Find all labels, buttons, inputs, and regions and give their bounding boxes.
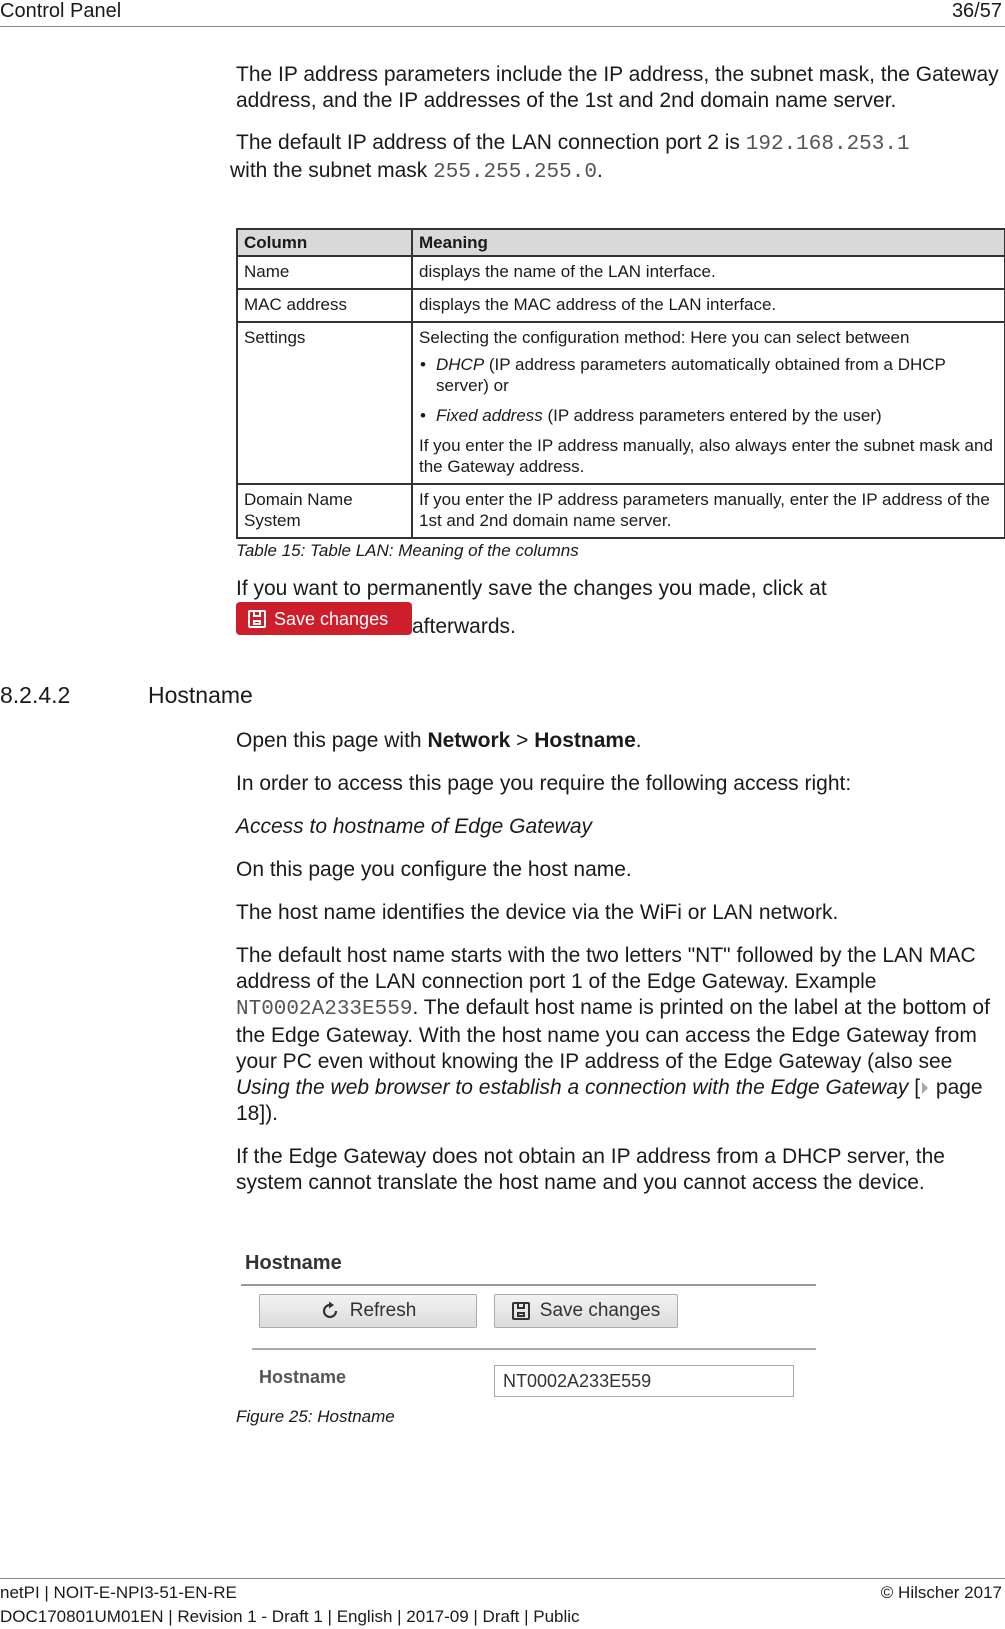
table-row	[237, 484, 1005, 538]
default-mask: 255.255.255.0	[433, 161, 597, 184]
table-cell-column: MAC address	[237, 289, 412, 322]
access-right: Access to hostname of Edge Gateway	[236, 815, 593, 838]
lan-columns-table	[236, 228, 1005, 539]
hostname-figure	[240, 1250, 820, 1400]
table-cell-column: Settings	[237, 322, 412, 484]
table-header-row	[237, 229, 1005, 256]
floppy-disk-icon	[512, 1302, 530, 1320]
example-hostname: NT0002A233E559	[236, 998, 413, 1021]
list-item: • DHCP (IP address parameters automatically obtained from a DHCP server) or	[436, 354, 998, 396]
table-cell-meaning: displays the name of the LAN interface.	[412, 256, 1005, 289]
save-changes-button[interactable]: Save changes	[494, 1294, 678, 1328]
default-ip-paragraph: The default IP address of the LAN connection port 2 is 192.168.253.1 with the subnet mask 255.255.255.0.	[230, 131, 910, 184]
table-header-column: Column	[237, 229, 412, 256]
figure-title: Hostname	[245, 1252, 342, 1274]
table-row	[237, 289, 1005, 322]
header-page-number: 36/57	[951, 0, 1002, 22]
intro-paragraph: The IP address parameters include the IP address, the subnet mask, the Gateway address, and the IP addresses of the 1st and 2nd domain name server.	[236, 63, 999, 112]
footer-copyright: © Hilscher 2017	[880, 1583, 1002, 1602]
refresh-icon	[320, 1301, 340, 1321]
page-header	[0, 0, 1005, 27]
divider	[241, 1284, 816, 1286]
table-header-meaning: Meaning	[412, 229, 1005, 256]
menu-hostname: Hostname	[534, 729, 636, 752]
intro-block	[230, 62, 1005, 186]
section-title: Hostname	[148, 682, 253, 708]
table-cell-column: Domain Name System	[237, 484, 412, 538]
hostname-field-label: Hostname	[259, 1367, 347, 1387]
footer-doc-id: netPI | NOIT-E-NPI3-51-EN-RE	[0, 1583, 237, 1602]
list-item: • Fixed address (IP address parameters entered by the user)	[436, 405, 998, 426]
table-row	[237, 256, 1005, 289]
refresh-button[interactable]: Refresh	[259, 1294, 477, 1328]
hostname-input[interactable]	[494, 1365, 794, 1397]
default-hostname-paragraph: The default host name starts with the two letters "NT" followed by the LAN MAC address of the LAN connection port 1 of the Edge Gateway. Example NT0002A233E559. The default host name is printed on the label at the bottom of the Edge Gateway. With the host name you can access the Edge Gateway from your PC even without knowing the IP address of the Edge Gateway (also see Using the web browser to establish a connection with the Edge Gateway [ page 18]).	[236, 944, 990, 1125]
table-cell-meaning: Selecting the configuration method: Here you can select between • DHCP (IP address parameters automatically obtained from a DHCP server) or • Fixed address (IP address parameters entered by the user) If you enter the IP address manually, also always enter the subnet mask and the Gateway address.	[412, 322, 1005, 484]
save-paragraph: If you want to permanently save the changes you made, click at Save changes afterwards.	[236, 577, 827, 638]
dhcp-paragraph: If the Edge Gateway does not obtain an IP address from a DHCP server, the system cannot translate the host name and you cannot access the device.	[236, 1145, 945, 1194]
section-heading	[0, 682, 400, 712]
configure-paragraph: On this page you configure the host name.	[236, 858, 632, 881]
access-paragraph: In order to access this page you require the following access right:	[236, 772, 852, 795]
table-row	[237, 322, 1005, 484]
table-cell-meaning: If you enter the IP address parameters manually, enter the IP address of the 1st and 2nd domain name server.	[412, 484, 1005, 538]
default-ip: 192.168.253.1	[745, 133, 910, 156]
lan-table-wrapper	[236, 228, 1005, 561]
table-cell-meaning: displays the MAC address of the LAN interface.	[412, 289, 1005, 322]
identifies-paragraph: The host name identifies the device via the WiFi or LAN network.	[236, 901, 839, 924]
divider	[252, 1348, 816, 1350]
save-changes-button-image: Save changes	[236, 602, 412, 635]
section-number: 8.2.4.2	[0, 682, 71, 708]
header-section-title: Control Panel	[0, 0, 122, 22]
footer-revision: DOC170801UM01EN | Revision 1 - Draft 1 | English | 2017-09 | Draft | Public	[0, 1607, 580, 1626]
arrow-right-icon	[920, 1080, 930, 1096]
figure-caption: Figure 25: Hostname	[236, 1407, 395, 1426]
cross-reference-link[interactable]: Using the web browser to establish a connection with the Edge Gateway	[236, 1076, 909, 1099]
floppy-disk-icon	[248, 610, 266, 628]
open-page-paragraph: Open this page with Network > Hostname.	[236, 729, 642, 752]
page-footer	[0, 1578, 1005, 1629]
hostname-body	[236, 728, 1005, 1196]
table-cell-column: Name	[237, 256, 412, 289]
menu-network: Network	[427, 729, 511, 752]
settings-options-list	[419, 354, 998, 426]
table-caption: Table 15: Table LAN: Meaning of the columns	[236, 541, 579, 560]
settings-note: If you enter the IP address manually, also always enter the subnet mask and the Gateway address.	[419, 436, 993, 476]
